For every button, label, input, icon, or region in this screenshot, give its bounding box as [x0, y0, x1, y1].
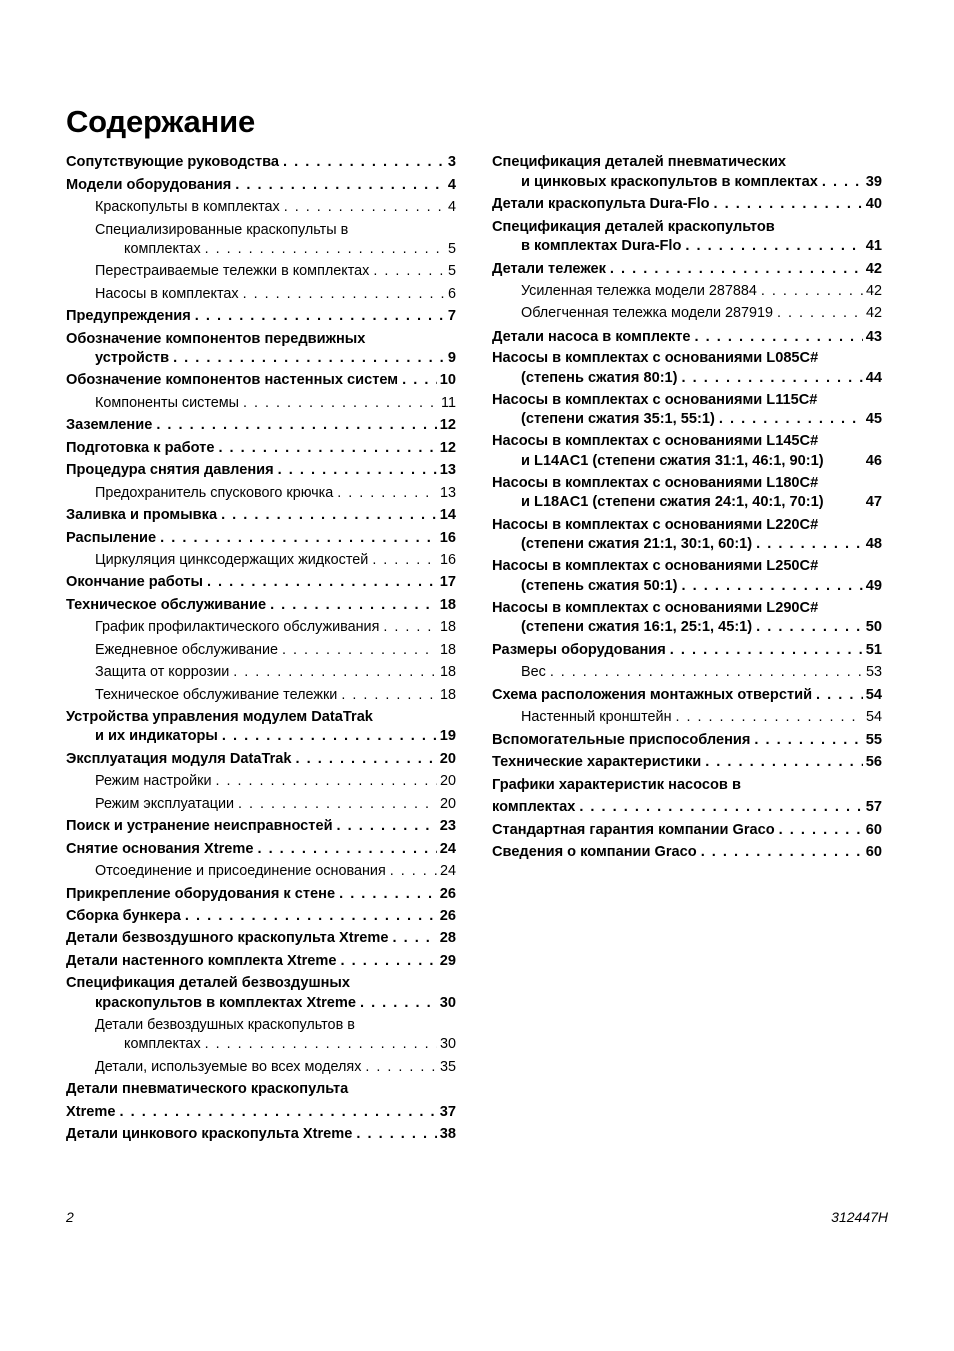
toc-entry-title: Вспомогательные приспособления	[492, 732, 751, 748]
toc-entry-title: (степени сжатия 35:1, 55:1)	[521, 411, 715, 427]
toc-entry-page: 46	[865, 453, 882, 469]
dot-leader	[239, 393, 438, 413]
toc-entry-title: Отсоединение и присоединение основания	[95, 863, 386, 879]
toc-entry-page: 10	[439, 372, 456, 388]
toc-entry[interactable]	[95, 348, 456, 368]
toc-entry-title: Компоненты системы	[95, 395, 240, 411]
dot-leader	[757, 281, 863, 301]
toc-entry[interactable]	[492, 556, 882, 576]
toc-entry-title: Заливка и промывка	[66, 507, 218, 523]
dot-leader	[234, 794, 437, 814]
toc-entry-title: Насосы в комплектах с основаниями L115C#	[492, 392, 818, 408]
toc-entry[interactable]	[66, 438, 456, 458]
toc-entry-title: Спецификация деталей краскопультов	[492, 219, 775, 235]
toc-entry-page: 30	[439, 1036, 456, 1052]
toc-entry[interactable]	[521, 662, 882, 682]
toc-entry-title: Краскопульты в комплектах	[95, 199, 280, 215]
toc-entry[interactable]	[492, 752, 882, 772]
toc-entry[interactable]	[66, 951, 456, 971]
toc-entry[interactable]	[521, 368, 882, 388]
toc-entry-title: Циркуляция цинксодержащих жидкостей	[95, 552, 369, 568]
toc-entry-title: Детали краскопульта Dura-Flo	[492, 196, 710, 212]
toc-entry-page: 6	[447, 286, 456, 302]
dot-leader	[253, 839, 436, 859]
toc-entry-title: в комплектах Dura-Flo	[521, 238, 682, 254]
toc-entry-page: 60	[865, 822, 882, 838]
dot-leader	[231, 175, 445, 195]
toc-entry-title: Эксплуатация модуля DataTrak	[66, 751, 292, 767]
dot-leader	[775, 820, 863, 840]
toc-entry-title: Защита от коррозии	[95, 664, 230, 680]
dot-leader	[681, 236, 862, 256]
toc-entry[interactable]	[492, 730, 882, 750]
dot-leader	[335, 884, 437, 904]
toc-entry-page: 28	[439, 930, 456, 946]
toc-entry-page: 24	[439, 863, 456, 879]
toc-entry-title: Графики характеристик насосов в	[492, 777, 741, 793]
toc-entry[interactable]	[66, 1102, 456, 1122]
dot-leader	[218, 726, 437, 746]
toc-entry-title: Облегченная тележка модели 287919	[521, 305, 774, 321]
toc-entry[interactable]	[66, 329, 456, 349]
toc-entry-page: 18	[439, 619, 456, 635]
toc-entry[interactable]	[124, 1034, 456, 1054]
toc-entry-title: Насосы в комплектах с основаниями L145C#	[492, 433, 819, 449]
dot-leader	[217, 505, 437, 525]
toc-entry[interactable]	[66, 928, 456, 948]
toc-entry-page: 20	[439, 751, 456, 767]
dot-leader	[292, 749, 437, 769]
toc-entry-title: Спецификация деталей безвоздушных	[66, 975, 351, 991]
dot-leader	[333, 816, 437, 836]
toc-entry-page: 53	[865, 664, 882, 680]
dot-leader	[156, 528, 437, 548]
toc-entry[interactable]	[521, 617, 882, 637]
toc-entry-page: 11	[441, 395, 456, 411]
toc-entry-title: Насосы в комплектах	[95, 286, 239, 302]
toc-entry[interactable]	[492, 775, 882, 795]
toc-entry[interactable]	[492, 348, 882, 368]
toc-entry[interactable]	[66, 1079, 456, 1099]
toc-entry-page: 43	[865, 329, 882, 345]
toc-entry-title: Xtreme	[66, 1104, 116, 1120]
toc-entry[interactable]	[492, 685, 882, 705]
toc-entry-page: 17	[439, 574, 456, 590]
toc-entry-page: 56	[865, 754, 882, 770]
dot-leader	[773, 303, 863, 323]
toc-entry-title: Сборка бункера	[66, 908, 181, 924]
toc-entry-page: 50	[865, 619, 882, 635]
toc-entry-page: 24	[439, 841, 456, 857]
toc-entry[interactable]	[492, 217, 882, 237]
toc-entry-title: Специализированные краскопульты в	[95, 222, 349, 238]
dot-leader	[715, 409, 863, 429]
dot-leader	[211, 771, 437, 791]
toc-entry-title: комплектах	[492, 799, 576, 815]
toc-entry[interactable]	[95, 284, 456, 304]
toc-entry[interactable]	[95, 393, 456, 413]
toc-entry-title: устройств	[95, 350, 170, 366]
toc-entry-title: Поиск и устранение неисправностей	[66, 818, 333, 834]
dot-leader	[379, 617, 437, 637]
toc-entry[interactable]	[95, 483, 456, 503]
toc-entry-title: Окончание работы	[66, 574, 203, 590]
toc-entry[interactable]	[95, 1057, 456, 1077]
dot-leader	[361, 1057, 437, 1077]
dot-leader	[266, 595, 437, 615]
toc-entry[interactable]	[95, 550, 456, 570]
toc-entry-page: 42	[865, 305, 882, 321]
toc-entry-page: 23	[439, 818, 456, 834]
document-code: 312447H	[831, 1209, 888, 1225]
toc-entry-title: Насосы в комплектах с основаниями L290C#	[492, 600, 819, 616]
toc-entry-page: 47	[865, 494, 882, 510]
dot-leader	[691, 327, 863, 347]
toc-entry[interactable]	[95, 640, 456, 660]
toc-entry[interactable]	[521, 172, 882, 192]
toc-entry-page: 14	[439, 507, 456, 523]
toc-entry[interactable]	[66, 306, 456, 326]
toc-entry-title: (степени сжатия 16:1, 25:1, 45:1)	[521, 619, 753, 635]
toc-entry[interactable]	[66, 839, 456, 859]
toc-entry-title: Детали безвоздушных краскопультов в	[95, 1017, 355, 1033]
toc-entry-title: Размеры оборудования	[492, 642, 666, 658]
toc-entry-page: 38	[439, 1126, 456, 1142]
toc-entry[interactable]	[95, 662, 456, 682]
toc-entry-page: 35	[439, 1059, 456, 1075]
dot-leader	[279, 152, 445, 172]
toc-entry[interactable]	[492, 640, 882, 660]
toc-entry[interactable]	[66, 528, 456, 548]
toc-entry-page: 54	[865, 709, 882, 725]
toc-entry-title: Режим эксплуатации	[95, 796, 235, 812]
toc-entry[interactable]	[492, 194, 882, 214]
dot-leader	[546, 662, 863, 682]
toc-entry-page: 18	[439, 687, 456, 703]
toc-entry[interactable]	[66, 505, 456, 525]
toc-entry-title: (степень сжатия 50:1)	[521, 578, 678, 594]
dot-leader	[229, 662, 437, 682]
toc-entry[interactable]	[66, 572, 456, 592]
toc-entry-title: Сведения о компании Graco	[492, 844, 697, 860]
toc-entry-page: 57	[865, 799, 882, 815]
toc-entry-title: Заземление	[66, 417, 153, 433]
toc-entry-page: 5	[447, 263, 456, 279]
toc-entry-page: 7	[447, 308, 456, 324]
toc-entry-title: Насосы в комплектах с основаниями L180C#	[492, 475, 819, 491]
dot-leader	[606, 259, 863, 279]
toc-entry-title: Распыление	[66, 530, 157, 546]
toc-entry[interactable]	[66, 175, 456, 195]
toc-entry[interactable]	[66, 1124, 456, 1144]
dot-leader	[750, 730, 862, 750]
toc-entry-page: 18	[439, 642, 456, 658]
toc-entry[interactable]	[492, 820, 882, 840]
toc-entry-page: 13	[439, 485, 456, 501]
toc-entry-title: Настенный кронштейн	[521, 709, 672, 725]
toc-entry-page: 29	[439, 953, 456, 969]
toc-entry-page: 45	[865, 411, 882, 427]
toc-entry-title: Детали настенного комплекта Xtreme	[66, 953, 337, 969]
toc-entry-title: Ежедневное обслуживание	[95, 642, 279, 658]
toc-entry[interactable]	[492, 598, 882, 618]
dot-leader	[356, 993, 437, 1013]
dot-leader	[278, 640, 437, 660]
toc-entry-title: Детали безвоздушного краскопульта Xtreme	[66, 930, 389, 946]
dot-leader	[697, 842, 863, 862]
toc-entry-page: 20	[439, 796, 456, 812]
dot-leader	[352, 1124, 436, 1144]
toc-entry[interactable]	[95, 1015, 456, 1035]
toc-entry-title: Снятие основания Xtreme	[66, 841, 254, 857]
toc-entry[interactable]	[66, 460, 456, 480]
toc-entry-title: Детали пневматического краскопульта	[66, 1081, 349, 1097]
toc-entry[interactable]	[492, 390, 882, 410]
toc-entry-title: Прикрепление оборудования к стене	[66, 886, 336, 902]
dot-leader	[280, 197, 445, 217]
toc-entry[interactable]	[492, 259, 882, 279]
toc-entry[interactable]	[521, 707, 882, 727]
toc-entry[interactable]	[521, 534, 882, 554]
toc-entry-page: 20	[439, 773, 456, 789]
toc-entry-title: Насосы в комплектах с основаниями L250C#	[492, 558, 819, 574]
dot-leader	[337, 685, 437, 705]
dot-leader	[678, 368, 863, 388]
toc-entry-page: 13	[439, 462, 456, 478]
toc-entry-title: Модели оборудования	[66, 177, 232, 193]
toc-entry[interactable]	[521, 492, 882, 512]
page-title: Содержание	[66, 104, 255, 139]
toc-entry-page: 4	[447, 177, 456, 193]
toc-entry[interactable]	[124, 239, 456, 259]
toc-entry-title: Режим настройки	[95, 773, 212, 789]
dot-leader	[274, 460, 437, 480]
toc-entry[interactable]	[95, 261, 456, 281]
dot-leader	[710, 194, 863, 214]
toc-entry[interactable]	[66, 415, 456, 435]
dot-leader	[152, 415, 436, 435]
toc-entry[interactable]	[521, 576, 882, 596]
toc-entry[interactable]	[66, 595, 456, 615]
dot-leader	[672, 707, 863, 727]
toc-entry[interactable]	[95, 220, 456, 240]
dot-leader	[333, 483, 437, 503]
toc-entry-title: (степень сжатия 80:1)	[521, 370, 678, 386]
toc-entry-page: 55	[865, 732, 882, 748]
dot-leader	[203, 572, 437, 592]
dot-leader	[181, 906, 437, 926]
toc-entry-page: 12	[439, 417, 456, 433]
toc-entry[interactable]	[95, 726, 456, 746]
toc-entry-title: и цинковых краскопультов в комплектах	[521, 174, 818, 190]
toc-entry[interactable]	[95, 197, 456, 217]
toc-entry-page: 9	[447, 350, 456, 366]
toc-entry[interactable]	[521, 236, 882, 256]
toc-entry-title: и L14AC1 (степени сжатия 31:1, 46:1, 90:1)	[521, 453, 824, 469]
toc-entry-page: 4	[447, 199, 456, 215]
toc-entry[interactable]	[492, 431, 882, 451]
toc-entry-page: 60	[865, 844, 882, 860]
toc-entry-page: 39	[865, 174, 882, 190]
toc-entry-page: 30	[439, 995, 456, 1011]
dot-leader	[201, 1034, 437, 1054]
dot-leader	[386, 861, 437, 881]
toc-entry-title: Спецификация деталей пневматических	[492, 154, 787, 170]
toc-entry-page: 16	[439, 530, 456, 546]
dot-leader	[575, 797, 862, 817]
toc-entry-page: 40	[865, 196, 882, 212]
toc-entry-page: 51	[865, 642, 882, 658]
dot-leader	[388, 928, 436, 948]
toc-entry-title: Предупреждения	[66, 308, 191, 324]
toc-entry[interactable]	[95, 771, 456, 791]
toc-entry-title: Насосы в комплектах с основаниями L085C#	[492, 350, 819, 366]
toc-entry-title: Насосы в комплектах с основаниями L220C#	[492, 517, 819, 533]
toc-entry-page: 26	[439, 908, 456, 924]
toc-entry[interactable]	[95, 794, 456, 814]
dot-leader	[214, 438, 436, 458]
dot-leader	[201, 239, 445, 259]
dot-leader	[398, 370, 437, 390]
toc-entry-title: (степени сжатия 21:1, 30:1, 60:1)	[521, 536, 753, 552]
toc-entry-title: Обозначение компонентов передвижных	[66, 331, 366, 347]
toc-entry-page: 12	[439, 440, 456, 456]
toc-entry[interactable]	[66, 906, 456, 926]
dot-leader	[369, 261, 445, 281]
dot-leader	[239, 284, 445, 304]
toc-entry-title: Предохранитель спускового крючка	[95, 485, 334, 501]
toc-entry-title: Устройства управления модулем DataTrak	[66, 709, 373, 725]
toc-entry-title: Техническое обслуживание тележки	[95, 687, 338, 703]
toc-entry[interactable]	[95, 617, 456, 637]
toc-entry-title: Сопутствующие руководства	[66, 154, 280, 170]
toc-entry-title: Вес	[521, 664, 546, 680]
dot-leader	[812, 685, 863, 705]
toc-entry[interactable]	[492, 515, 882, 535]
toc-entry-page: 44	[865, 370, 882, 386]
toc-entry-page: 49	[865, 578, 882, 594]
toc-entry[interactable]	[95, 993, 456, 1013]
toc-entry-title: Детали, используемые во всех моделях	[95, 1059, 362, 1075]
toc-entry-page: 42	[865, 283, 882, 299]
toc-entry-title: Подготовка к работе	[66, 440, 215, 456]
toc-entry[interactable]	[492, 473, 882, 493]
toc-entry-title: Схема расположения монтажных отверстий	[492, 687, 813, 703]
toc-entry-title: График профилактического обслуживания	[95, 619, 380, 635]
toc-entry-page: 42	[865, 261, 882, 277]
dot-leader	[337, 951, 437, 971]
toc-entry-title: Техническое обслуживание	[66, 597, 267, 613]
toc-entry[interactable]	[521, 409, 882, 429]
dot-leader	[191, 306, 445, 326]
page-number: 2	[66, 1209, 74, 1225]
toc-entry-page: 18	[439, 597, 456, 613]
toc-entry[interactable]	[66, 973, 456, 993]
toc-entry[interactable]	[66, 816, 456, 836]
toc-entry-page: 54	[865, 687, 882, 703]
toc-entry[interactable]	[492, 327, 882, 347]
toc-entry-page: 3	[447, 154, 456, 170]
toc-entry-title: Перестраиваемые тележки в комплектах	[95, 263, 370, 279]
toc-entry-page: 19	[439, 728, 456, 744]
toc-entry-title: Стандартная гарантия компании Graco	[492, 822, 775, 838]
toc-entry[interactable]	[66, 707, 456, 727]
toc-entry-title: Технические характеристики	[492, 754, 702, 770]
dot-leader	[678, 576, 863, 596]
toc-entry[interactable]	[492, 842, 882, 862]
dot-leader	[818, 172, 863, 192]
toc-entry-title: Обозначение компонентов настенных систем	[66, 372, 399, 388]
toc-entry-title: и L18AC1 (степени сжатия 24:1, 40:1, 70:1)	[521, 494, 824, 510]
toc-entry-title: Усиленная тележка модели 287884	[521, 283, 757, 299]
toc-entry[interactable]	[521, 451, 882, 471]
toc-entry-title: Детали тележек	[492, 261, 606, 277]
toc-entry[interactable]	[521, 281, 882, 301]
toc-entry-page: 48	[865, 536, 882, 552]
toc-entry[interactable]	[66, 749, 456, 769]
toc-entry-title: комплектах	[124, 1036, 201, 1052]
dot-leader	[169, 348, 445, 368]
toc-entry[interactable]	[66, 370, 456, 390]
toc-entry-page: 41	[865, 238, 882, 254]
toc-entry[interactable]	[66, 152, 456, 172]
toc-entry-page: 5	[447, 241, 456, 257]
toc-entry-title: Детали насоса в комплекте	[492, 329, 691, 345]
dot-leader	[368, 550, 437, 570]
toc-entry-title: комплектах	[124, 241, 201, 257]
toc-entry-page: 18	[439, 664, 456, 680]
toc-entry[interactable]	[95, 861, 456, 881]
toc-entry[interactable]	[492, 152, 882, 172]
toc-entry[interactable]	[95, 685, 456, 705]
toc-entry-title: краскопультов в комплектах Xtreme	[95, 995, 356, 1011]
toc-entry-title: и их индикаторы	[95, 728, 218, 744]
toc-entry-title: Детали цинкового краскопульта Xtreme	[66, 1126, 353, 1142]
dot-leader	[752, 534, 863, 554]
toc-entry-page: 37	[439, 1104, 456, 1120]
dot-leader	[666, 640, 863, 660]
dot-leader	[115, 1102, 436, 1122]
toc-entry[interactable]	[492, 797, 882, 817]
dot-leader	[701, 752, 863, 772]
toc-entry-page: 26	[439, 886, 456, 902]
dot-leader	[752, 617, 863, 637]
toc-entry-title: Процедура снятия давления	[66, 462, 274, 478]
toc-entry[interactable]	[66, 884, 456, 904]
toc-entry[interactable]	[521, 303, 882, 323]
toc-entry-page: 16	[439, 552, 456, 568]
